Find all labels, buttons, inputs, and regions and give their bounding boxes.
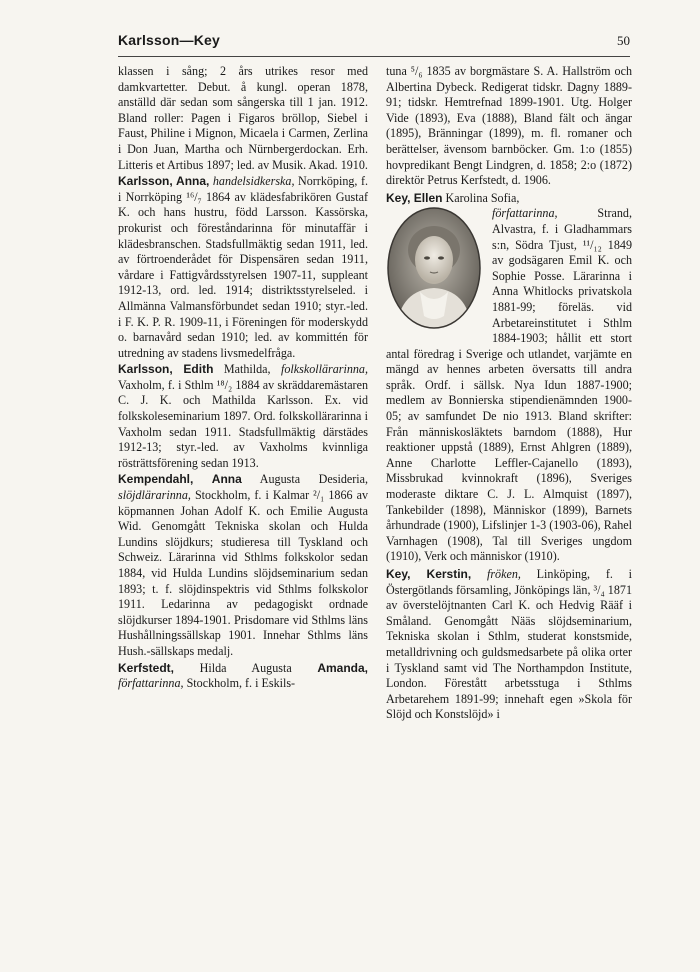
entry-karlsson-anna xyxy=(118,174,368,361)
portrait-image xyxy=(386,206,482,330)
entry-name: Karlsson, Edith xyxy=(118,362,214,377)
page-header xyxy=(118,32,630,54)
right-column xyxy=(386,64,632,723)
entry-occupation: författarinna, xyxy=(492,206,558,221)
portrait-photo xyxy=(386,206,486,334)
entry-given-names: Hilda Augusta xyxy=(199,660,292,675)
entry-name-bold: Amanda, xyxy=(317,660,368,675)
entry-occupation: slöjdlärarinna, xyxy=(118,488,191,503)
entry-karlsson-edith xyxy=(118,362,368,471)
entry-given-names: Karolina Sofia, xyxy=(445,190,520,205)
entry-text: Stockholm, f. i Kalmar ²/₁ 1866 av köpmannen Johan Adolf K. och Emilie Augusta Wid. Genomgått Tekniska skolan och Hulda Lundins slöjdkurs; studieresa till Tyskland och Schweiz. Lärarinna vid Sthlms folkskolor sedan 1884, vid Hulda Lundins slöjdseminarium sedan 1893; t. f. slöjdinspektris vid Sthlms folkskolor 1911. Ledarinna av pedagogiskt ordnade slöjdkurser 1894-1901. Prisdomare vid Sthlms läns Hushållningssällskap 1901. Innehar Sthlms läns Hush.-sällskaps medalj. xyxy=(118,488,368,658)
entry-name: Kempendahl, Anna xyxy=(118,472,242,487)
entry-text: Strand, Alvastra, f. i Gladhammars s:n, Södra Tjust, ¹¹/₁₂ 1849 av godsägaren Emil K. och Sophie Posse. Lärarinna i Anna Whitlocks privatskola 1881-99; föreläs. vid Arbetareinstitutet i Sthlm 1884-1903; hållit ett stort antal föredrag i Sverige och utlandet, varjämte en mängd av hennes arbeten översatts till andra språk. Ordf. i sällsk. Nya Idun 1887-1900; medlem av Bonnierska stipendienämnden 1900-05; av samfundet De nio 1913. Bland skrifter: Från människosläktets barndom (1888), Hur reaktioner uppstå (1889), Ernst Ahlgren (1889), Anne Charlotte Leffler-Cajanello (1893), Missbrukad kvinnokraft (1896), Sveriges moderaste diktare C. J. L. Almquist (1897), Tankebilder (1898), Människor (1899), Barnets århundrade (1900), Lifslinjer 1-3 (1903-06), Rahel Varnhagen (1908), Tal till Sveriges ungdom (1910), Verk och människor (1910). xyxy=(386,206,632,564)
entry-name: Kerfstedt, xyxy=(118,660,175,675)
entry-text: Vaxholm, f. i Sthlm ¹⁸/₂ 1884 av skräddaremästaren C. J. K. och Mathilda Karlsson. Ex. vid folkskoleseminarium 1897. Ord. folkskollärarinna i Vaxholm sedan 1911. Stadsfullmäktig därstädes 1912-13; styr.-led. av Vaxholms kvinnliga rösträttsförening sedan 1913. xyxy=(118,377,368,470)
entry-occupation: handelsidkerska, xyxy=(212,174,295,189)
entry-occupation: folkskollärarinna, xyxy=(280,362,368,377)
entry-key-ellen xyxy=(386,191,632,207)
entry-name: Key, Kerstin, xyxy=(386,567,472,581)
entry-text: Stockholm, f. i Eskils- xyxy=(186,676,296,691)
entry-occupation: fröken, xyxy=(486,567,521,581)
entry-text: Linköping, f. i Östergötlands församling, Jönköpings län, ³/₄ 1871 av överstelöjtnanten Carl K. och Hedvig Rääf i Småland. Genomgått Nääs slöjdseminarium, Tekniska skolan i Sthlm, studerat konstsmide, metalldrivning och guldsmedsarbete på olika orter i Tyskland samt vid The Northampdon Institute, London. Förestått arbetsstuga i Sthlms Arbetarehem 1891-99; innehaft egen »Skola för Slöjd och Konstslöjd» i xyxy=(386,567,632,722)
left-column xyxy=(118,64,368,692)
entry-occupation: författarinna, xyxy=(118,676,184,691)
entry-continuation: tuna ⁵/₆ 1835 av borgmästare S. A. Hallström och Albertina Dybeck. Redigerat tidskr. Dagny 1889-91; tidskr. Hemtrefnad 1899-1901. Utg. Holger Vide (1893), Eva (1888), Bland fält och ängar (1895), Bränningar (1899), m. fl. romaner och berättelser, ävensom barnböcker. Gm. 1:o (1855) hovpredikant Bengt Lindgren, d. 1858; 2:o (1872) direktör Petrus Kerfstedt, d. 1906. xyxy=(386,64,632,188)
entry-kempendahl-anna xyxy=(118,472,368,659)
entry-name: Karlsson, Anna, xyxy=(118,174,210,189)
entry-continuation: klassen i sång; 2 års utrikes resor med damkvartetter. Debut. å kungl. operan 1878, anställd där sedan som sångerska till 1 jan. 1912. Bland roller: Pagen i Figaros bröllop, Siebel i Faust, Philine i Mignon, Micaela i Carmen, Zerlina i Don Juan, Martha och Nürnbergerdockan. Erh. Litteris et Artibus 1897; led. av Musik. Akad. 1910. xyxy=(118,64,368,172)
page-number: 50 xyxy=(617,33,630,48)
entry-given-names: Mathilda, xyxy=(223,362,271,377)
header-rule xyxy=(118,56,630,57)
entry-given-names: Augusta Desideria, xyxy=(259,472,369,487)
entry-key-kerstin xyxy=(386,567,632,723)
running-title: Karlsson—Key xyxy=(118,32,220,48)
entry-kerfstedt-amanda xyxy=(118,661,368,692)
entry-text: Norrköping, f. i Norrköping ¹⁶/₇ 1864 av klädesfabrikören Gustaf K. och hans hustru, född Larsson. Kassörska, prokurist och föreståndarinna för minutaffär i klädesbranschen. Stadsfullmäktig sedan 1911, led. av förtroenderådet för Dispensären sedan 1911, vårdare i Fattigvårdsstyrelsen 1907-11, suppleant 1912-13, ord. led. 1914; distriktsstyrelseled. i Allmänna Valmansförbundet sedan 1910; styr.-led. i F. K. P. R. 1909-11, i Föreningen för moderskydd o. barnavård sedan 1910; led. av kommittén för utredning av stadens livsmedelfråga. xyxy=(118,174,368,360)
entry-name: Key, Ellen xyxy=(386,190,443,205)
